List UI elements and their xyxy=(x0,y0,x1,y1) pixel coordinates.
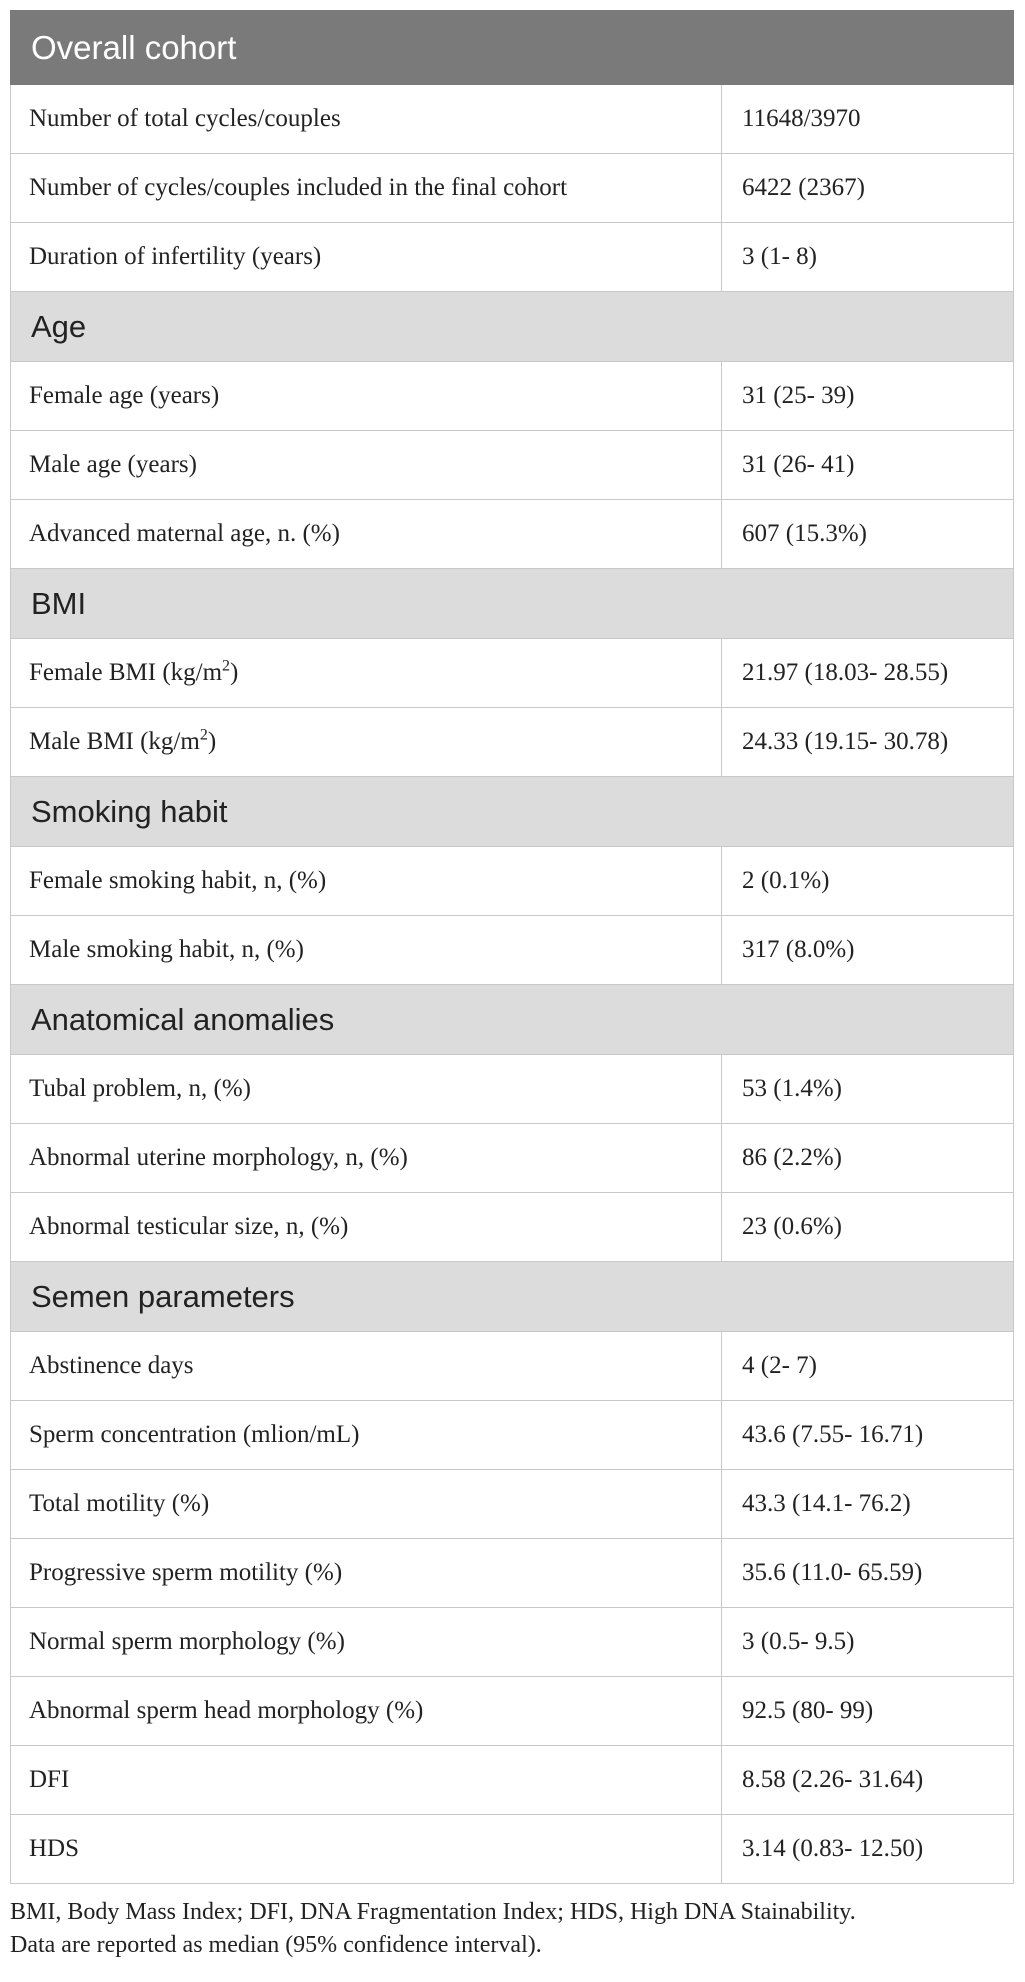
row-label xyxy=(11,85,722,154)
table-row xyxy=(11,847,1014,916)
table-row xyxy=(11,1746,1014,1815)
section-header: Age xyxy=(11,292,1014,362)
table-row xyxy=(11,431,1014,500)
table-row xyxy=(11,154,1014,223)
table-row xyxy=(11,708,1014,777)
row-value: 607 (15.3%) xyxy=(722,500,1014,569)
row-label xyxy=(11,1608,722,1677)
row-value: 21.97 (18.03- 28.55) xyxy=(722,639,1014,708)
row-label-text: Female age (years) xyxy=(29,382,220,409)
row-value: 4 (2- 7) xyxy=(722,1332,1014,1401)
row-label-text: DFI xyxy=(29,1766,70,1793)
row-label-text: Abnormal uterine morphology, n, (%) xyxy=(29,1144,408,1171)
row-value: 3.14 (0.83- 12.50) xyxy=(722,1815,1014,1884)
table-row xyxy=(11,223,1014,292)
table-title: Overall cohort xyxy=(11,11,1014,85)
row-label xyxy=(11,362,722,431)
row-label-text: Progressive sperm motility (%) xyxy=(29,1559,343,1586)
table-body xyxy=(11,85,1014,1884)
row-label-text: Male BMI (kg/m xyxy=(29,728,200,755)
table-row xyxy=(11,1124,1014,1193)
row-label xyxy=(11,1470,722,1539)
footnote-abbreviations: BMI, Body Mass Index; DFI, DNA Fragmentation Index; HDS, High DNA Stainability. xyxy=(10,1899,856,1925)
table-row xyxy=(11,1055,1014,1124)
footnote-data-note: Data are reported as median (95% confidence interval). xyxy=(10,1932,542,1958)
row-label-superscript: 2 xyxy=(222,657,231,675)
row-label-text: Duration of infertility (years) xyxy=(29,243,322,270)
row-label-text: Female BMI (kg/m xyxy=(29,659,223,686)
row-label-text: HDS xyxy=(29,1835,80,1862)
row-label-text: Abnormal sperm head morphology (%) xyxy=(29,1697,424,1724)
section-header: BMI xyxy=(11,569,1014,639)
table-row xyxy=(11,1608,1014,1677)
row-label-superscript: 2 xyxy=(199,726,208,744)
row-label-text: Abnormal testicular size, n, (%) xyxy=(29,1213,349,1240)
row-value: 23 (0.6%) xyxy=(722,1193,1014,1262)
table-row xyxy=(11,1815,1014,1884)
row-label xyxy=(11,1193,722,1262)
row-value: 31 (25- 39) xyxy=(722,362,1014,431)
row-label xyxy=(11,1332,722,1401)
row-label-text: Male age (years) xyxy=(29,451,197,478)
table-row xyxy=(11,639,1014,708)
row-label xyxy=(11,1401,722,1470)
row-label-text: Female smoking habit, n, (%) xyxy=(29,867,327,894)
row-label-text: Number of total cycles/couples xyxy=(29,105,341,132)
row-label-text: Normal sperm morphology (%) xyxy=(29,1628,345,1655)
row-label-text: Abstinence days xyxy=(29,1352,194,1379)
row-value: 24.33 (19.15- 30.78) xyxy=(722,708,1014,777)
row-value: 317 (8.0%) xyxy=(722,916,1014,985)
row-label-text: Total motility (%) xyxy=(29,1490,210,1517)
table-row xyxy=(11,1470,1014,1539)
row-value: 8.58 (2.26- 31.64) xyxy=(722,1746,1014,1815)
section-header-row xyxy=(11,985,1014,1055)
row-label-text: Sperm concentration (mlion/mL) xyxy=(29,1421,360,1448)
cohort-table xyxy=(10,10,1014,1884)
row-label xyxy=(11,500,722,569)
section-header: Semen parameters xyxy=(11,1262,1014,1332)
row-value: 3 (1- 8) xyxy=(722,223,1014,292)
table-row xyxy=(11,362,1014,431)
section-header: Smoking habit xyxy=(11,777,1014,847)
section-header-row xyxy=(11,1262,1014,1332)
row-label xyxy=(11,639,722,708)
row-label-end: ) xyxy=(207,728,217,755)
section-header-row xyxy=(11,777,1014,847)
row-value: 53 (1.4%) xyxy=(722,1055,1014,1124)
row-label xyxy=(11,1124,722,1193)
row-label xyxy=(11,431,722,500)
row-value: 43.6 (7.55- 16.71) xyxy=(722,1401,1014,1470)
row-value: 6422 (2367) xyxy=(722,154,1014,223)
row-label xyxy=(11,847,722,916)
cohort-table-container xyxy=(10,10,1013,1884)
row-value: 2 (0.1%) xyxy=(722,847,1014,916)
row-label xyxy=(11,1815,722,1884)
row-value: 3 (0.5- 9.5) xyxy=(722,1608,1014,1677)
section-header-row xyxy=(11,292,1014,362)
row-label-text: Number of cycles/couples included in the final cohort xyxy=(29,174,568,201)
table-row xyxy=(11,916,1014,985)
table-row xyxy=(11,85,1014,154)
row-label xyxy=(11,708,722,777)
table-row xyxy=(11,500,1014,569)
row-label xyxy=(11,223,722,292)
row-value: 35.6 (11.0- 65.59) xyxy=(722,1539,1014,1608)
row-value: 11648/3970 xyxy=(722,85,1014,154)
row-label xyxy=(11,916,722,985)
table-row xyxy=(11,1677,1014,1746)
row-value: 92.5 (80- 99) xyxy=(722,1677,1014,1746)
section-header-row xyxy=(11,569,1014,639)
row-value: 43.3 (14.1- 76.2) xyxy=(722,1470,1014,1539)
table-row xyxy=(11,1193,1014,1262)
table-row xyxy=(11,1401,1014,1470)
section-header: Anatomical anomalies xyxy=(11,985,1014,1055)
table-footnote xyxy=(10,1896,1013,1962)
row-label xyxy=(11,1539,722,1608)
row-label-text: Male smoking habit, n, (%) xyxy=(29,936,304,963)
row-label xyxy=(11,1746,722,1815)
row-label xyxy=(11,1677,722,1746)
table-row xyxy=(11,1332,1014,1401)
row-value: 86 (2.2%) xyxy=(722,1124,1014,1193)
row-label-end: ) xyxy=(230,659,239,686)
row-label xyxy=(11,1055,722,1124)
table-row xyxy=(11,1539,1014,1608)
row-label-text: Advanced maternal age, n. (%) xyxy=(29,520,340,547)
row-value: 31 (26- 41) xyxy=(722,431,1014,500)
row-label-text: Tubal problem, n, (%) xyxy=(29,1075,251,1102)
row-label xyxy=(11,154,722,223)
